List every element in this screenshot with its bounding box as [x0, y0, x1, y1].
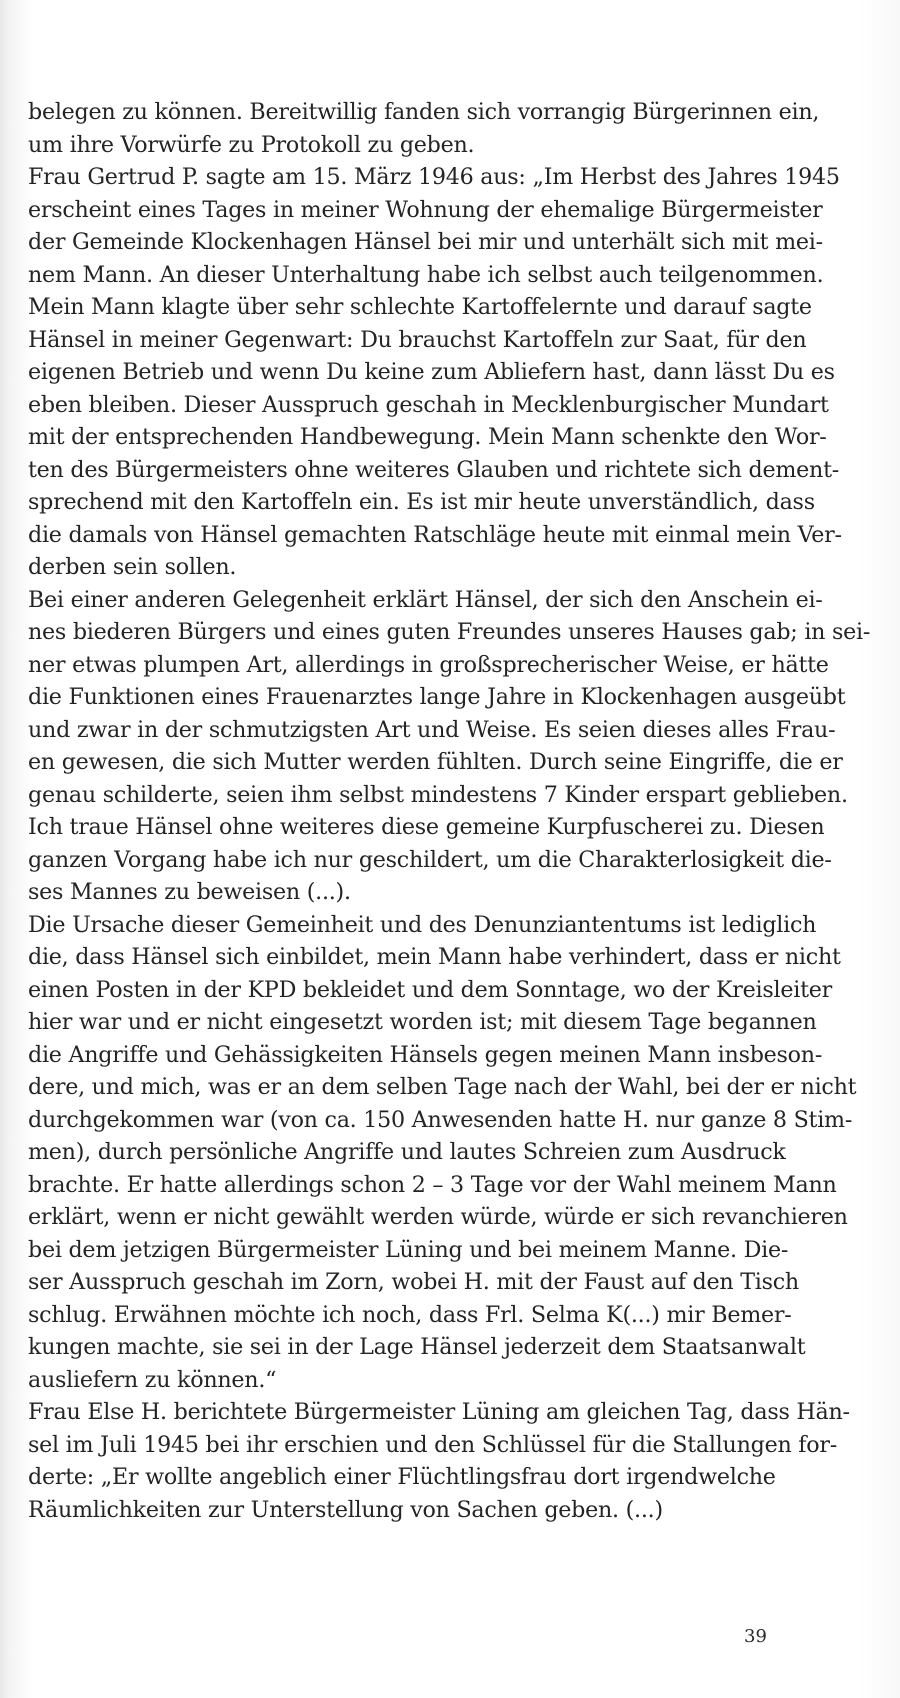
text-line: ner etwas plumpen Art, allerdings in großsprecherischer Weise, er hätte: [28, 651, 829, 678]
text-line: erscheint eines Tages in meiner Wohnung der ehemalige Bürgermeister: [28, 196, 823, 223]
text-line: dere, und mich, was er an dem selben Tage nach der Wahl, bei der er nicht: [28, 1074, 857, 1100]
text-line: nes biederen Bürgers und eines guten Freundes unseres Hauses gab; in sei-: [28, 619, 871, 645]
text-line: der Gemeinde Klockenhagen Hänsel bei mir und unterhält sich mit mei-: [28, 229, 823, 255]
text-line: die Funktionen eines Frauenarztes lange Jahre in Klockenhagen ausgeübt: [28, 684, 846, 710]
text-line: ser Ausspruch geschah im Zorn, wobei H. mit der Faust auf den Tisch: [28, 1269, 799, 1295]
text-line: Frau Else H. berichtete Bürgermeister Lüning am gleichen Tag, dass Hän-: [28, 1399, 850, 1425]
text-line: belegen zu können. Bereitwillig fanden sich vorrangig Bürgerinnen ein,: [28, 99, 820, 125]
text-line: Frau Gertrud P. sagte am 15. März 1946 aus: „Im Herbst des Jahres 1945: [28, 164, 840, 190]
text-line: einen Posten in der KPD bekleidet und dem Sonntage, wo der Kreisleiter: [28, 976, 832, 1003]
text-line: schlug. Erwähnen möchte ich noch, dass Frl. Selma K(...) mir Bemer-: [28, 1301, 792, 1328]
text-line: en gewesen, die sich Mutter werden fühlten. Durch seine Eingriffe, die er: [28, 749, 843, 775]
text-line: Bei einer anderen Gelegenheit erklärt Hänsel, der sich den Anschein ei-: [28, 586, 823, 613]
text-line: ten des Bürgermeisters ohne weiteres Glauben und richtete sich dement-: [28, 456, 839, 483]
text-line: ses Mannes zu beweisen (...).: [28, 879, 351, 905]
text-line: Räumlichkeiten zur Unterstellung von Sachen geben. (...): [28, 1496, 663, 1523]
text-line: mit der entsprechenden Handbewegung. Mein Mann schenkte den Wor-: [28, 424, 827, 450]
text-line: brachte. Er hatte allerdings schon 2 – 3 Tage vor der Wahl meinem Mann: [28, 1171, 837, 1198]
text-line: eigenen Betrieb und wenn Du keine zum Abliefern hast, dann lässt Du es: [28, 359, 835, 385]
text-line: bei dem jetzigen Bürgermeister Lüning und bei meinem Manne. Die-: [28, 1236, 789, 1263]
text-line: eben bleiben. Dieser Ausspruch geschah in Mecklenburgischer Mundart: [28, 391, 829, 418]
text-line: sel im Juli 1945 bei ihr erschien und den Schlüssel für die Stallungen for-: [28, 1431, 837, 1458]
text-line: Hänsel in meiner Gegenwart: Du brauchst Kartoffeln zur Saat, für den: [28, 326, 807, 353]
page-number: 39: [744, 1626, 767, 1647]
text-line: um ihre Vorwürfe zu Protokoll zu geben.: [28, 131, 475, 158]
text-line: Mein Mann klagte über sehr schlechte Kartoffelernte und darauf sagte: [28, 294, 812, 320]
text-line: ganzen Vorgang habe ich nur geschildert, um die Charakterlosigkeit die-: [28, 846, 832, 873]
text-line: Die Ursache dieser Gemeinheit und des Denunziantentums ist lediglich: [28, 911, 817, 938]
text-line: derben sein sollen.: [28, 554, 237, 580]
text-line: genau schilderte, seien ihm selbst mindestens 7 Kinder erspart geblieben.: [28, 781, 848, 808]
text-line: die Angriffe und Gehässigkeiten Hänsels gegen meinen Mann insbeson-: [28, 1041, 823, 1068]
text-line: derte: „Er wollte angeblich einer Flüchtlingsfrau dort irgendwelche: [28, 1464, 776, 1490]
text-line: erklärt, wenn er nicht gewählt werden würde, würde er sich revanchieren: [28, 1204, 848, 1230]
text-line: und zwar in der schmutzigsten Art und Weise. Es seien dieses alles Frau-: [28, 716, 836, 743]
text-line: nem Mann. An dieser Unterhaltung habe ich selbst auch teilgenommen.: [28, 261, 824, 288]
text-line: durchgekommen war (von ca. 150 Anwesenden hatte H. nur ganze 8 Stim-: [28, 1106, 853, 1133]
text-line: ausliefern zu können.“: [28, 1366, 277, 1393]
text-line: Ich traue Hänsel ohne weiteres diese gemeine Kurpfuscherei zu. Diesen: [28, 814, 825, 840]
text-line: kungen machte, sie sei in der Lage Hänsel jederzeit dem Staatsanwalt: [28, 1334, 806, 1360]
text-line: men), durch persönliche Angriffe und lautes Schreien zum Ausdruck: [28, 1139, 786, 1165]
text-line: die, dass Hänsel sich einbildet, mein Mann habe verhindert, dass er nicht: [28, 944, 841, 970]
text-line: die damals von Hänsel gemachten Ratschläge heute mit einmal mein Ver-: [28, 521, 842, 548]
text-line: sprechend mit den Kartoffeln ein. Es ist mir heute unverständlich, dass: [28, 489, 815, 515]
body-text: [28, 96, 871, 1526]
text-line: hier war und er nicht eingesetzt worden ist; mit diesem Tage begannen: [28, 1009, 817, 1035]
